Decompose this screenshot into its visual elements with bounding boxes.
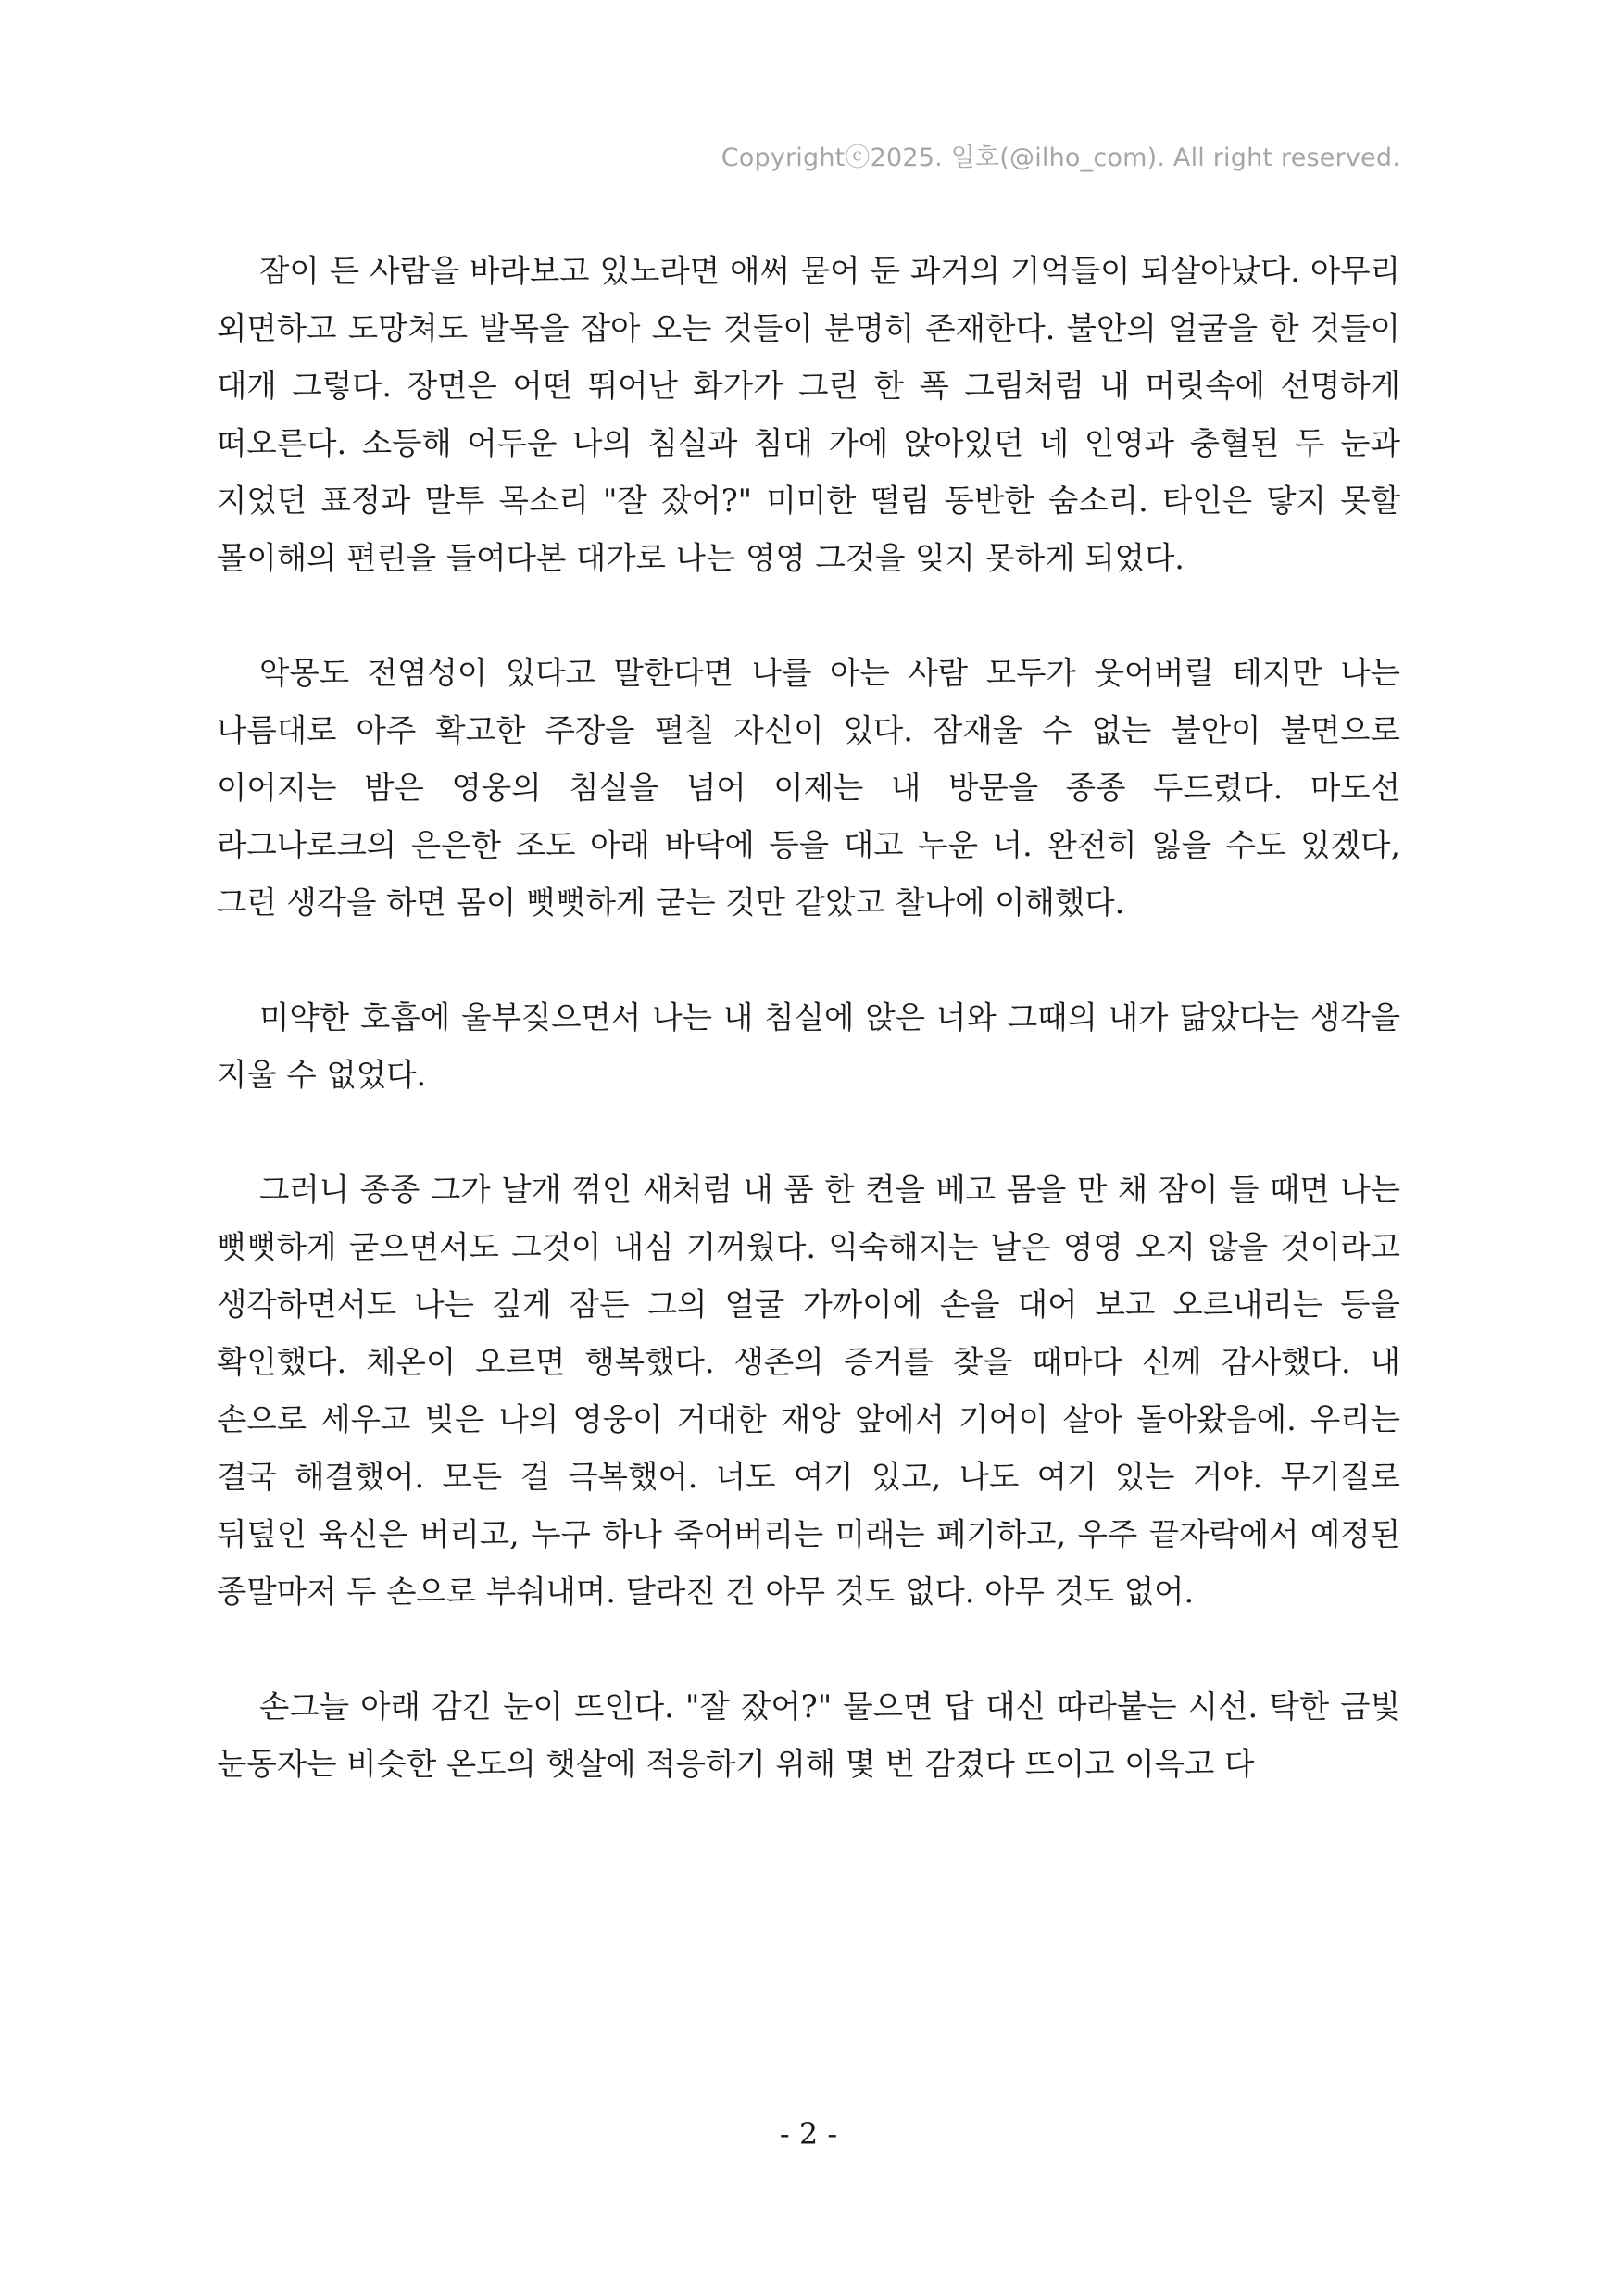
- paragraph: 잠이 든 사람을 바라보고 있노라면 애써 묻어 둔 과거의 기억들이 되살아났다. 아무리 외면하고 도망쳐도 발목을 잡아 오는 것들이 분명히 존재한다. 불안의 얼굴을 한 것들이 대개 그렇다. 장면은 어떤 뛰어난 화가가 그린 한 폭 그림처럼 내 머릿속에 선명하게 떠오른다. 소등해 어두운 나의 침실과 침대 가에 앉아있던 네 인영과 충혈된 두 눈과 지었던 표정과 말투 목소리 "잘 잤어?" 미미한 떨림 동반한 숨소리. 타인은 닿지 못할 몰이해의 편린을 들여다본 대가로 나는 영영 그것을 잊지 못하게 되었다.: [217, 253, 1400, 576]
- page-number: - 2 -: [779, 2116, 838, 2152]
- paragraph: 악몽도 전염성이 있다고 말한다면 나를 아는 사람 모두가 웃어버릴 테지만 나는 나름대로 아주 확고한 주장을 펼칠 자신이 있다. 잠재울 수 없는 불안이 불면으로 이어지는 밤은 영웅의 침실을 넘어 이제는 내 방문을 종종 두드렸다. 마도선 라그나로크의 은은한 조도 아래 바닥에 등을 대고 누운 너. 완전히 잃을 수도 있겠다, 그런 생각을 하면 몸이 뻣뻣하게 굳는 것만 같았고 찰나에 이해했다.: [217, 655, 1400, 921]
- paragraph: 손그늘 아래 감긴 눈이 뜨인다. "잘 잤어?" 물으면 답 대신 따라붙는 시선. 탁한 금빛 눈동자는 비슷한 온도의 햇살에 적응하기 위해 몇 번 감겼다 뜨이고 이윽고 다: [217, 1688, 1400, 1782]
- copyright-notice: Copyrightⓒ2025. 일호(@ilho_com). All right reserved.: [721, 144, 1400, 172]
- paragraph: 그러니 종종 그가 날개 꺾인 새처럼 내 품 한 켠을 베고 몸을 만 채 잠이 들 때면 나는 뻣뻣하게 굳으면서도 그것이 내심 기꺼웠다. 익숙해지는 날은 영영 오지 않을 것이라고 생각하면서도 나는 깊게 잠든 그의 얼굴 가까이에 손을 대어 보고 오르내리는 등을 확인했다. 체온이 오르면 행복했다. 생존의 증거를 찾을 때마다 신께 감사했다. 내 손으로 세우고 빚은 나의 영웅이 거대한 재앙 앞에서 기어이 살아 돌아왔음에. 우리는 결국 해결했어. 모든 걸 극복했어. 너도 여기 있고, 나도 여기 있는 거야. 무기질로 뒤덮인 육신은 버리고, 누구 하나 죽어버리는 미래는 폐기하고, 우주 끝자락에서 예정된 종말마저 두 손으로 부숴내며. 달라진 건 아무 것도 없다. 아무 것도 없어.: [217, 1172, 1400, 1610]
- body-text: [217, 243, 1400, 1851]
- paragraph: 미약한 호흡에 울부짖으면서 나는 내 침실에 앉은 너와 그때의 내가 닮았다는 생각을 지울 수 없었다.: [217, 999, 1400, 1093]
